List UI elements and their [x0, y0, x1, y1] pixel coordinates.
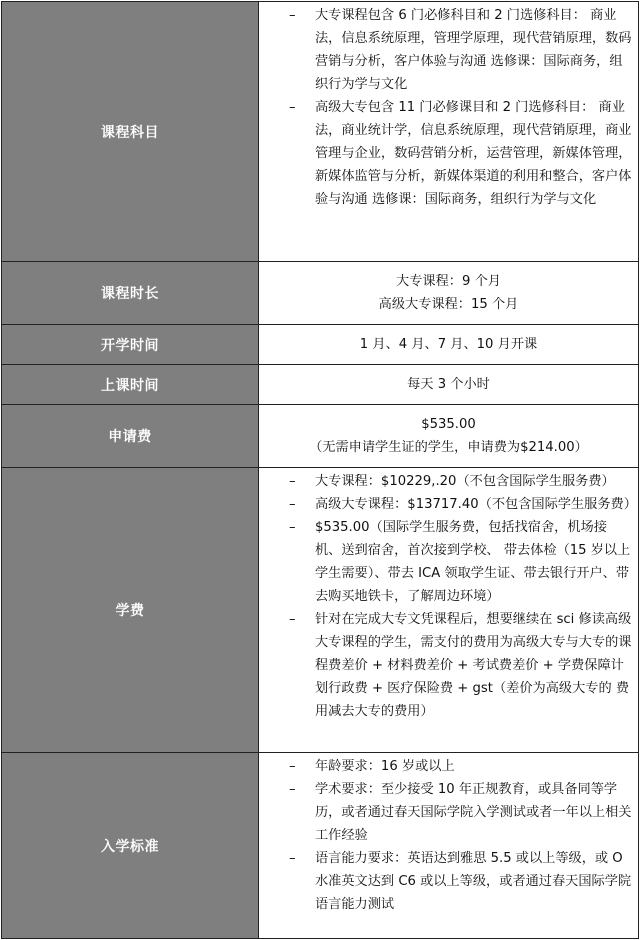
row-application-fee	[2, 405, 639, 468]
admission-content	[259, 753, 639, 939]
tuition-list	[259, 468, 638, 726]
label-intake: 开学时间	[2, 325, 259, 365]
tuition-item-text: $535.00（国际学生服务费，包括找宿舍，机场接机、送到宿舍，首次接到学校、 带去体检（15 岁以上学生需要）、带去 ICA 领取学生证、带去银行开户、带去购买地铁卡，了解周边环境）	[315, 520, 631, 604]
list-marker: –	[289, 497, 296, 512]
list-marker: –	[289, 100, 296, 115]
tuition-content	[259, 468, 639, 753]
label-duration: 课程时长	[2, 262, 259, 325]
duration-line: 大专课程：9 个月	[396, 274, 501, 289]
fee-line: $535.00	[421, 417, 476, 432]
row-duration	[2, 262, 639, 325]
courses-list	[259, 2, 638, 214]
list-item	[259, 493, 637, 516]
list-marker: –	[289, 8, 296, 23]
row-admission	[2, 753, 639, 939]
intake-value: 1 月、4 月、7 月、10 月开课	[259, 325, 639, 365]
class-time-value: 每天 3 个小时	[259, 365, 639, 405]
duration-line: 高级大专课程：15 个月	[378, 297, 519, 312]
tuition-item-text: 针对在完成大专文凭课程后，想要继续在 sci 修读高级大专课程的学生，需支付的费用为高级大专与大专的课程费差价 + 材料费差价 + 考试费差价 + 学费保障计划行政费 + 医疗保险费 + gst（差价为高级大专的 费用减去大专的费用）	[315, 612, 632, 719]
list-marker: –	[289, 851, 296, 866]
list-marker: –	[289, 759, 296, 774]
row-class-time	[2, 365, 639, 405]
row-tuition	[2, 468, 639, 753]
list-item	[259, 4, 632, 96]
fee-line: （无需申请学生证的学生，申请费为$214.00）	[309, 440, 588, 455]
list-item	[259, 608, 632, 723]
application-fee-content	[259, 405, 639, 468]
list-item	[259, 755, 632, 778]
list-item	[259, 778, 632, 847]
list-item	[259, 847, 632, 916]
admission-item-text: 语言能力要求：英语达到雅思 5.5 或以上等级，或 O 水准英文达到 C6 或以上等级，或者通过春天国际学院语言能力测试	[315, 851, 632, 912]
admission-item-text: 年龄要求：16 岁或以上	[315, 759, 455, 774]
list-item	[259, 96, 632, 211]
program-info-table	[1, 1, 639, 939]
list-marker: –	[289, 474, 296, 489]
label-class-time: 上课时间	[2, 365, 259, 405]
list-marker: –	[289, 612, 296, 627]
list-item	[259, 470, 632, 493]
label-tuition: 学费	[2, 468, 259, 753]
label-courses: 课程科目	[2, 2, 259, 262]
tuition-item-text: 大专课程：$10229,.20（不包含国际学生服务费）	[315, 474, 615, 489]
course-item-text: 高级大专包含 11 门必修课目和 2 门选修科目： 商业法，商业统计学，信息系统原理，现代营销原理，商业管理与企业，数码营销分析，运营管理，新媒体管理，新媒体监管与分析，新媒体渠道的利用和整合，客户体验与沟通 选修课：国际商务，组织行为学与文化	[315, 100, 632, 207]
list-item	[259, 516, 632, 608]
tuition-item-text: 高级大专课程：$13717.40（不包含国际学生服务费）	[315, 497, 637, 512]
label-application-fee: 申请费	[2, 405, 259, 468]
admission-item-text: 学术要求：至少接受 10 年正规教育，或具备同等学历，或者通过春天国际学院入学测试或者一年以上相关工作经验	[315, 782, 632, 843]
admission-list	[259, 753, 638, 919]
courses-content	[259, 2, 639, 262]
list-marker: –	[289, 782, 296, 797]
list-marker: –	[289, 520, 296, 535]
row-courses	[2, 2, 639, 262]
label-admission: 入学标准	[2, 753, 259, 939]
row-intake	[2, 325, 639, 365]
duration-content	[259, 262, 639, 325]
course-item-text: 大专课程包含 6 门必修科目和 2 门选修科目： 商业法，信息系统原理，管理学原理，现代营销原理，数码营销与分析，客户体验与沟通 选修课：国际商务，组织行为学与文化	[315, 8, 632, 92]
